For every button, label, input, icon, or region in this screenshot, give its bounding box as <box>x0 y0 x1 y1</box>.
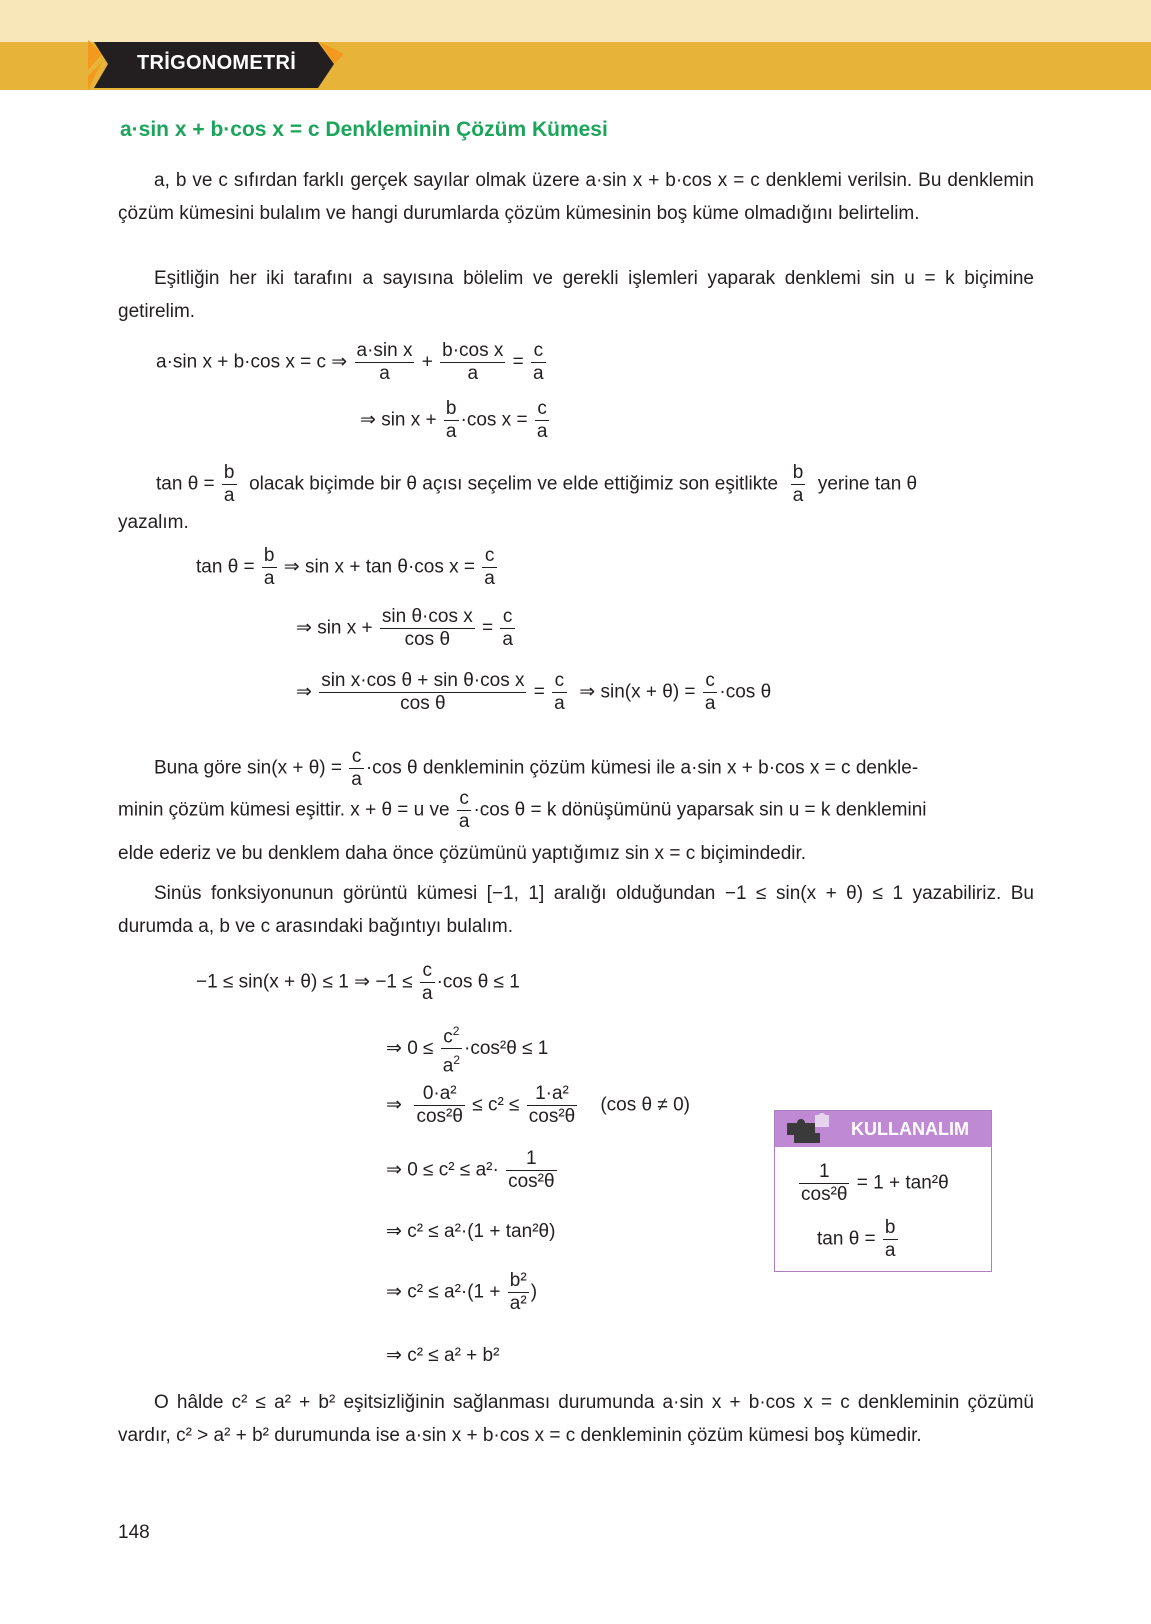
inequality-2: ⇒ 0 ≤ $\frac{c^2}{a^2}$ ·cos²θ ≤ 1 <box>386 1020 548 1078</box>
chapter-title: TRİGONOMETRİ <box>137 52 297 74</box>
equation-1: a·sin x + b·cos x = c ⇒ $\frac{\text{a·sin x}}{a}$ + $\frac{\text{b·cos x}}{a}$ = $\frac{c}{a}$ <box>156 340 544 384</box>
equation-4: ⇒ sin x + $\frac{\text{sin θ·cos x}}{\text{cos θ}}$ = $\frac{c}{a}$ <box>296 606 513 650</box>
paragraph-4-line-2: minin çözüm kümesi eşittir. x + θ = u ve $\frac{c}{a}$ ·cos θ = k dönüşümünü yaparsak sin u = k denklemini <box>118 788 927 832</box>
usage-formula-1: $\frac{1}{\text{cos²θ}}$ = 1 + tan²θ <box>801 1161 949 1205</box>
equation-2: ⇒ sin x + $\frac{b}{a}$ ·cos x = $\frac{c}{a}$ <box>360 398 548 442</box>
page-number: 148 <box>118 1522 150 1543</box>
inequality-1: −1 ≤ sin(x + θ) ≤ 1 ⇒ −1 ≤ $\frac{c}{a}$ ·cos θ ≤ 1 <box>196 960 520 1004</box>
paragraph-4-line-3: elde ederiz ve bu denklem daha önce çözümünü yaptığımız sin x = c biçimindedir. <box>118 843 807 864</box>
paragraph-3-end: yazalım. <box>118 512 189 533</box>
usage-formula-2: tan θ = $\frac{b}{a}$ <box>817 1217 896 1261</box>
usage-box-header <box>775 1111 991 1147</box>
equation-3: tan θ = $\frac{b}{a}$ ⇒ sin x + tan θ·cos x = $\frac{c}{a}$ <box>196 545 495 589</box>
inequality-7: ⇒ c² ≤ a² + b² <box>386 1345 500 1366</box>
inequality-6: ⇒ c² ≤ a²·(1 + $\frac{\text{b²}}{\text{a²}}$ ) <box>386 1270 538 1314</box>
paragraph-6: O hâlde c² ≤ a² + b² eşitsizliğinin sağlanması durumunda a·sin x + b·cos x = c denkleminin çözümü vardır, c² > a² + b² durumunda ise a·sin x + b·cos x = c denkleminin çözüm kümesi boş kümedir. <box>118 1392 1034 1446</box>
paragraph-1: a, b ve c sıfırdan farklı gerçek sayılar olmak üzere a·sin x + b·cos x = c denklemi verilsin. Bu denklemin çözüm kümesini bulalım ve hangi durumlarda çözüm kümesinin boş küme olmadığını belirtelim. <box>118 170 1034 224</box>
section-title: a·sin x + b·cos x = c Denkleminin Çözüm Kümesi <box>120 118 608 141</box>
puzzle-icon <box>785 1113 835 1145</box>
inequality-5: ⇒ c² ≤ a²·(1 + tan²θ) <box>386 1221 556 1242</box>
usage-box <box>774 1110 992 1272</box>
paragraph-3-line: tan θ = $\frac{b}{a}$ olacak biçimde bir θ açısı seçelim ve elde ettiğimiz son eşitlikte $\frac{b}{a}$ yerine tan θ <box>156 462 918 506</box>
paragraph-5: Sinüs fonksiyonunun görüntü kümesi [−1, 1] aralığı olduğundan −1 ≤ sin(x + θ) ≤ 1 yazabiliriz. Bu durumda a, b ve c arasındaki bağıntıyı bulalım. <box>118 883 1034 937</box>
inequality-3: ⇒ $\frac{\text{0·a²}}{\text{cos²θ}}$ ≤ c² ≤ $\frac{\text{1·a²}}{\text{cos²θ}}$ (cos θ ≠ 0) <box>386 1083 690 1127</box>
equation-5: ⇒ $\frac{\text{sin x·cos θ + sin θ·cos x}}{\text{cos θ}}$ = $\frac{c}{a}$ ⇒ sin(x + θ) = $\frac{c}{a}$ ·cos θ <box>296 670 772 714</box>
usage-box-title: KULLANALIM <box>851 1119 969 1139</box>
inequality-4: ⇒ 0 ≤ c² ≤ a²· $\frac{1}{\text{cos²θ}}$ <box>386 1148 555 1192</box>
paragraph-2: Eşitliğin her iki tarafını a sayısına bölelim ve gerekli işlemleri yaparak denklemi sin u = k biçimine getirelim. <box>118 268 1034 322</box>
paragraph-4-line-1: Buna göre sin(x + θ) = $\frac{c}{a}$ ·cos θ denkleminin çözüm kümesi ile a·sin x + b·cos x = c denkle- <box>154 746 919 790</box>
